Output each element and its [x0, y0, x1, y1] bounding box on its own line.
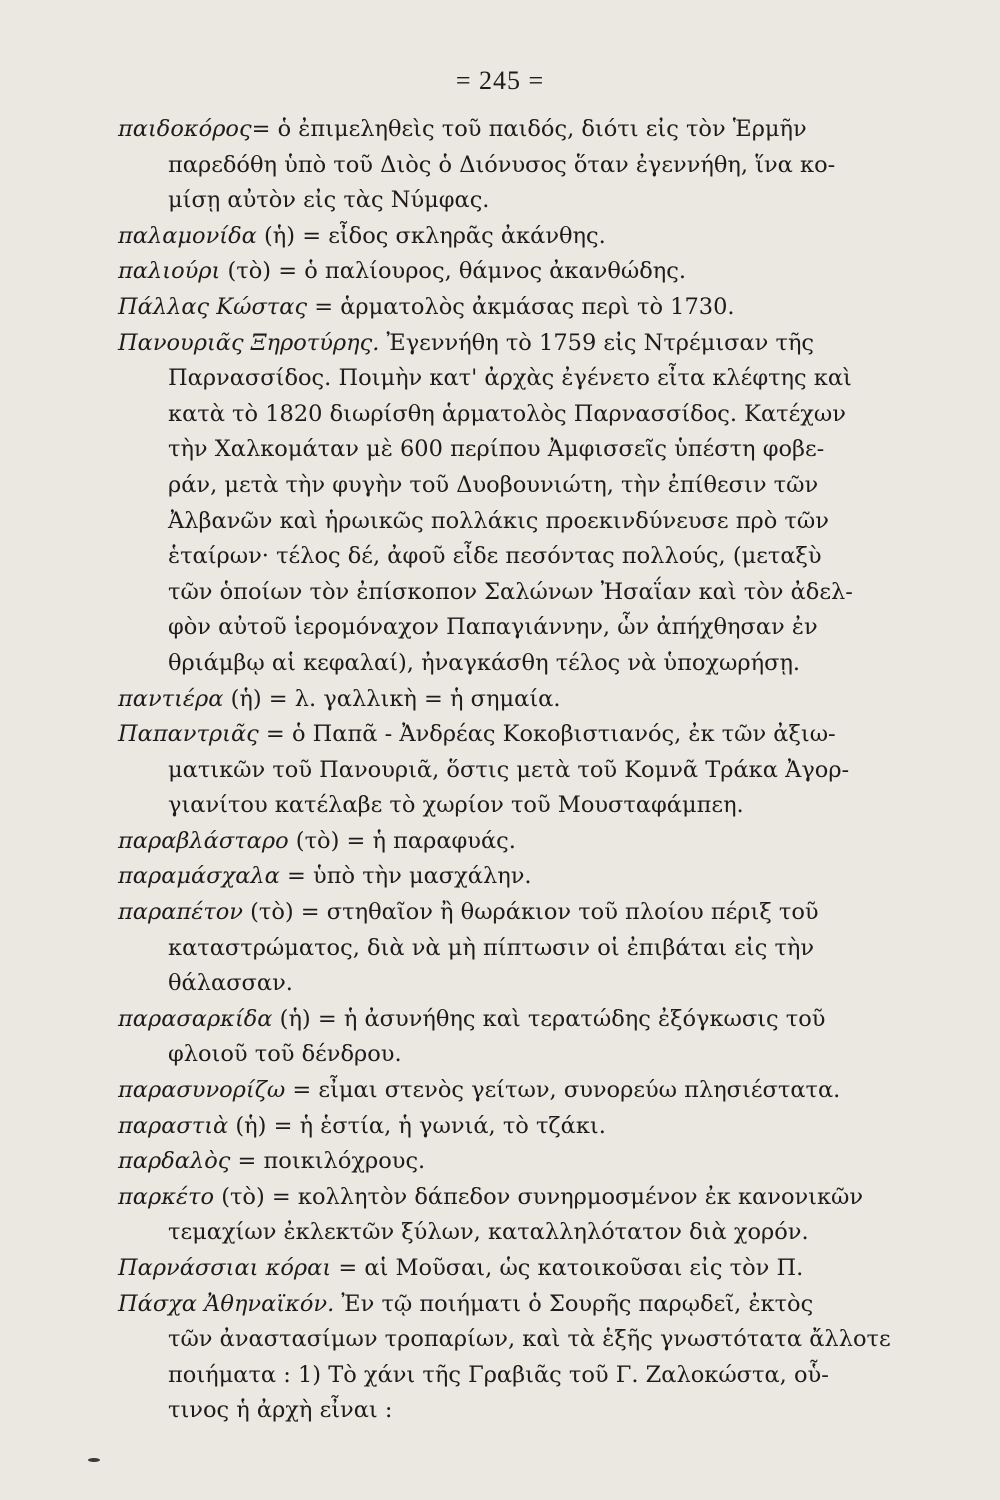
entry-continuation-line — [118, 931, 878, 967]
entry-headword: παραπέτον — [118, 899, 243, 926]
dictionary-entry — [118, 1109, 878, 1145]
entry-text: παρεδόθη ὑπὸ τοῦ Διὸς ὁ Διόνυσος ὅταν ἐγεννήθη, ἵνα κο- — [168, 151, 836, 178]
entry-text: τῶν ἀναστασίμων τροπαρίων, καὶ τὰ ἑξῆς γνωστότατα ἄλλοτε — [168, 1326, 891, 1353]
dictionary-entry — [118, 219, 878, 255]
entry-headword: παρασαρκίδα — [118, 1005, 273, 1032]
entry-continuation-line — [118, 361, 878, 397]
entry-continuation-line — [118, 432, 878, 468]
entry-continuation-line — [118, 539, 878, 575]
entry-text: = ἁρματολὸς ἀκμάσας περὶ τὸ 1730. — [307, 293, 735, 320]
entry-text: Ἐγεννήθη τὸ 1759 εἰς Ντρέμισαν τῆς — [379, 329, 815, 356]
entry-text: = αἱ Μοῦσαι, ὡς κατοικοῦσαι εἰς τὸν Π. — [331, 1255, 804, 1281]
entry-text: Ἐν τῷ ποιήματι ὁ Σουρῆς παρῳδεῖ, ἐκτὸς — [334, 1290, 814, 1317]
entry-first-line — [118, 290, 878, 326]
entry-text: = ὁ Παπᾶ - Ἀνδρέας Κοκοβιστιανός, ἐκ τῶν ἀξιω- — [258, 721, 836, 748]
entry-continuation-line — [118, 397, 878, 433]
dictionary-entry — [118, 326, 878, 682]
entry-text: (ἡ) = ἡ ἀσυνήθης καὶ τερατώδης ἐξόγκωσις τοῦ — [272, 1005, 826, 1032]
dictionary-entry — [118, 1251, 878, 1287]
entry-continuation-line — [118, 183, 878, 219]
dictionary-entry — [118, 290, 878, 326]
dictionary-entry — [118, 717, 878, 824]
entry-first-line — [118, 1002, 878, 1038]
entry-headword: παλιούρι — [118, 258, 221, 285]
entry-first-line — [118, 895, 878, 931]
entry-text: ράν, μετὰ τὴν φυγὴν τοῦ Δυοβουνιώτη, τὴν ἐπίθεσιν τῶν — [168, 471, 819, 498]
entry-text: φλοιοῦ τοῦ δένδρου. — [168, 1041, 402, 1068]
entry-text: = ὁ ἐπιμεληθεὶς τοῦ παιδός, διότι εἰς τὸν Ἑρμῆν — [251, 116, 807, 142]
entry-headword: παρκέτο — [118, 1183, 215, 1210]
entry-text: (τὸ) = ἡ παραφυάς. — [288, 827, 516, 854]
entry-continuation-line — [118, 610, 878, 646]
entry-first-line — [118, 219, 878, 255]
entry-continuation-line — [118, 1393, 878, 1429]
dictionary-entry — [118, 112, 878, 219]
entry-text: ἑταίρων· τέλος δέ, ἀφοῦ εἶδε πεσόντας πολλούς, (μεταξὺ — [168, 543, 822, 570]
entry-text: μίσῃ αὐτὸν εἰς τὰς Νύμφας. — [168, 187, 490, 214]
entry-text: Παρνασσίδος. Ποιμὴν κατ' ἀρχὰς ἐγένετο εἶτα κλέφτης καὶ — [168, 365, 852, 392]
entry-continuation-line — [118, 575, 878, 611]
entry-text: (ἡ) = ἡ ἑστία, ἡ γωνιά, τὸ τζάκι. — [228, 1112, 606, 1139]
entry-text: (ἡ) = λ. γαλλικὴ = ἡ σημαία. — [223, 685, 561, 712]
entry-continuation-line — [118, 1358, 878, 1394]
entry-text: κατὰ τὸ 1820 διωρίσθη ἁρματολὸς Παρνασσίδος. Κατέχων — [168, 400, 846, 427]
dictionary-entry — [118, 254, 878, 290]
entry-headword: παλαμονίδα — [118, 222, 257, 249]
entry-text: ματικῶν τοῦ Πανουριᾶ, ὅστις μετὰ τοῦ Κομνᾶ Τράκα Ἀγορ- — [168, 756, 850, 783]
entry-first-line — [118, 859, 878, 895]
entry-headword: Παπαντριᾶς — [118, 721, 259, 748]
entry-text: = εἶμαι στενὸς γείτων, συνορεύω πλησιέστατα. — [285, 1077, 841, 1104]
entry-text: τὴν Χαλκομάταν μὲ 600 περίπου Ἀμφισσεῖς ὑπέστη φοβε- — [168, 436, 825, 463]
entry-first-line — [118, 254, 878, 290]
dictionary-entry — [118, 895, 878, 1002]
entry-text: τῶν ὁποίων τὸν ἐπίσκοπον Σαλώνων Ἠσαΐαν καὶ τὸν ἀδελ- — [168, 578, 853, 605]
entry-continuation-line — [118, 504, 878, 540]
entry-first-line — [118, 1287, 878, 1323]
entry-headword: Παρνάσσιαι κόραι — [118, 1255, 332, 1281]
dictionary-entry — [118, 1002, 878, 1073]
entry-continuation-line — [118, 646, 878, 682]
dictionary-entry — [118, 859, 878, 895]
entry-headword: παραμάσχαλα — [118, 863, 280, 890]
entry-continuation-line — [118, 966, 878, 1002]
entry-continuation-line — [118, 1215, 878, 1251]
entry-first-line — [118, 824, 878, 860]
entry-text: τεμαχίων ἐκλεκτῶν ξύλων, καταλληλότατον διὰ χορόν. — [168, 1219, 809, 1246]
dictionary-entry — [118, 824, 878, 860]
dictionary-entry — [118, 1287, 891, 1429]
dictionary-entry — [118, 1180, 878, 1251]
entry-first-line — [118, 112, 878, 148]
entry-continuation-line — [118, 753, 878, 789]
entry-text: τινος ἡ ἀρχὴ εἶναι : — [168, 1397, 393, 1424]
entry-text: ποιήματα : 1) Τὸ χάνι τῆς Γραβιᾶς τοῦ Γ. Ζαλοκώστα, οὗ- — [168, 1361, 829, 1388]
entry-continuation-line — [118, 788, 878, 824]
entry-headword: παντιέρα — [118, 685, 224, 712]
entry-first-line — [118, 1251, 878, 1287]
entry-first-line — [118, 1180, 878, 1216]
page-number: = 245 = — [455, 66, 545, 95]
entry-continuation-line — [118, 1037, 878, 1073]
entry-first-line — [118, 1109, 878, 1145]
entry-text: (ἡ) = εἶδος σκληρᾶς ἀκάνθης. — [256, 222, 606, 249]
dictionary-entry — [118, 682, 878, 718]
entry-headword: παιδοκόρος — [118, 116, 252, 142]
entry-first-line — [118, 1144, 878, 1180]
entry-text: (τὸ) = στηθαῖον ἢ θωράκιον τοῦ πλοίου πέριξ τοῦ — [242, 899, 819, 926]
entry-text: καταστρώματος, διὰ νὰ μὴ πίπτωσιν οἱ ἐπιβάται εἰς τὴν — [168, 934, 815, 961]
entry-text: = ὑπὸ τὴν μασχάλην. — [279, 863, 532, 890]
entry-text: Ἀλβανῶν καὶ ἡρωικῶς πολλάκις προεκινδύνευσε πρὸ τῶν — [168, 507, 829, 534]
entry-continuation-line — [118, 468, 878, 504]
dictionary-entry — [118, 1073, 878, 1109]
entry-headword: Πάλλας Κώστας — [118, 293, 308, 320]
scan-speck — [88, 1458, 100, 1462]
entry-headword: παραστιὰ — [118, 1112, 229, 1139]
entry-continuation-line — [118, 148, 878, 184]
entry-text: θριάμβῳ αἱ κεφαλαί), ἠναγκάσθη τέλος νὰ ὑποχωρήσῃ. — [168, 649, 801, 676]
entry-first-line — [118, 682, 878, 718]
entry-text: γιανίτου κατέλαβε τὸ χωρίον τοῦ Μουσταφάμπεη. — [168, 792, 744, 819]
entry-text: (τὸ) = κολλητὸν δάπεδον συνηρμοσμένον ἐκ κανονικῶν — [214, 1183, 864, 1210]
entry-first-line — [118, 717, 878, 753]
entry-continuation-line — [118, 1322, 891, 1358]
entry-headword: Πανουριᾶς Ξηροτύρης. — [118, 329, 380, 356]
dictionary-entries — [118, 112, 891, 1429]
entry-text: φὸν αὐτοῦ ἱερομόναχον Παπαγιάννην, ὧν ἀπήχθησαν ἐν — [168, 614, 818, 641]
entry-text: θάλασσαν. — [168, 970, 293, 997]
entry-headword: παρδαλὸς — [118, 1148, 231, 1175]
entry-headword: Πάσχα Ἀθηναϊκόν. — [118, 1290, 335, 1317]
entry-first-line — [118, 1073, 878, 1109]
entry-headword: παρασυνορίζω — [118, 1077, 286, 1104]
entry-headword: παραβλάσταρο — [118, 827, 289, 854]
entry-text: = ποικιλόχρους. — [230, 1148, 426, 1175]
entry-text: (τὸ) = ὁ παλίουρος, θάμνος ἀκανθώδης. — [220, 258, 687, 285]
dictionary-entry — [118, 1144, 878, 1180]
entry-first-line — [118, 326, 878, 362]
